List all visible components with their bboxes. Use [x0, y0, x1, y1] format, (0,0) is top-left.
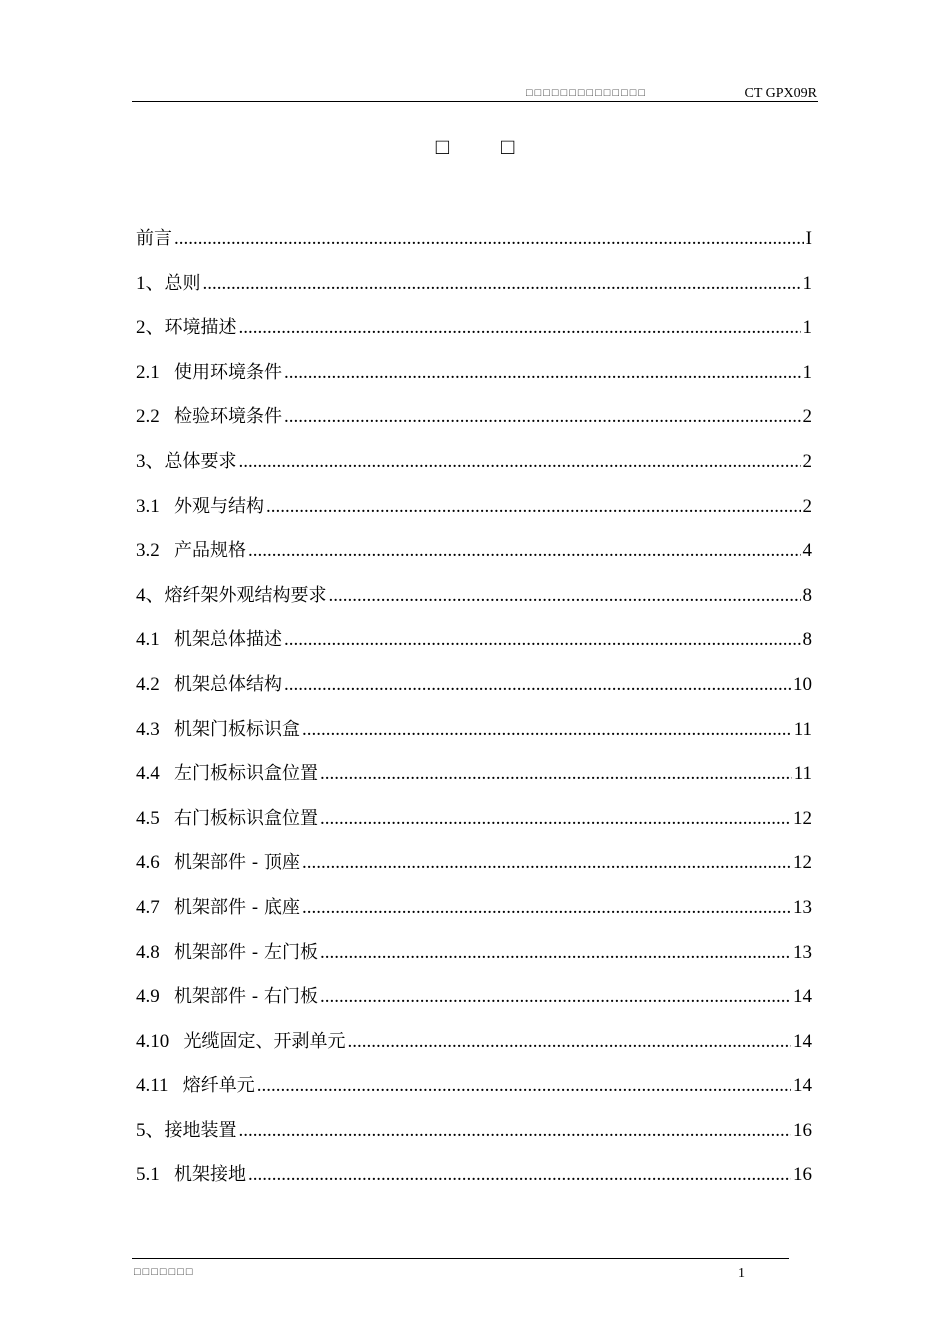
toc-entry[interactable]	[136, 447, 812, 492]
toc-entry-number: 4.3	[136, 718, 174, 740]
header-doc-code: CT GPX09R	[744, 86, 817, 101]
toc-dot-leader	[203, 269, 801, 299]
toc-entry-number: 3.1	[136, 495, 174, 517]
toc-entry-title: 机架部件 - 左门板	[174, 941, 318, 963]
toc-dot-leader	[302, 715, 792, 745]
toc-entry-number: 1、	[136, 272, 165, 294]
toc-entry-title: 熔纤架外观结构要求	[164, 584, 327, 606]
toc-entry-title: 机架部件 - 底座	[174, 896, 300, 918]
toc-entry-number: 3.2	[136, 540, 174, 562]
toc-entry-page: 2	[802, 406, 812, 428]
toc-entry-number: 4.9	[136, 986, 174, 1008]
toc-entry-number: 4.10	[136, 1030, 184, 1052]
toc-entry-number: 2、	[136, 317, 165, 339]
toc-dot-leader	[302, 848, 791, 878]
toc-dot-leader	[302, 893, 791, 923]
toc-entry-page: 16	[793, 1119, 812, 1141]
toc-dot-leader	[257, 1071, 791, 1101]
toc-entry-page: 1	[802, 361, 812, 383]
toc-title: □□	[435, 134, 567, 159]
footer-org-text: □□□□□□□	[134, 1266, 195, 1278]
toc-entry-number: 5.1	[136, 1164, 174, 1186]
toc-entry[interactable]	[136, 358, 812, 403]
toc-entry-title: 光缆固定、开剥单元	[183, 1030, 346, 1052]
toc-entry-title: 机架门板标识盒	[174, 718, 300, 740]
toc-entry-number: 4、	[136, 584, 165, 606]
toc-entry[interactable]	[136, 848, 812, 893]
toc-entry-page: 14	[793, 1075, 812, 1097]
toc-entry-page: 12	[793, 852, 812, 874]
toc-dot-leader	[239, 313, 801, 343]
header-rule	[132, 101, 818, 102]
toc-entry-page: 1	[802, 317, 812, 339]
toc-entry[interactable]	[136, 982, 812, 1027]
toc-entry[interactable]	[136, 1027, 812, 1072]
toc-entry[interactable]	[136, 492, 812, 537]
toc-entry-title: 前言	[136, 228, 172, 249]
toc-entry-number: 2.1	[136, 361, 174, 383]
header-subtitle: □□□□□□□□□□□□□□	[526, 87, 648, 99]
toc-entry-page: 11	[793, 718, 812, 740]
toc-entry[interactable]	[136, 402, 812, 447]
toc-entry-page: I	[805, 228, 812, 249]
toc-entry-page: 8	[802, 584, 812, 606]
toc-entry-page: 2	[802, 450, 812, 472]
footer-rule	[132, 1258, 789, 1259]
toc-entry-page: 13	[793, 941, 812, 963]
footer-page-number: 1	[738, 1266, 745, 1281]
toc-entry-number: 4.6	[136, 852, 174, 874]
toc-entry[interactable]	[136, 1071, 812, 1116]
toc-entry-number: 4.2	[136, 673, 174, 695]
toc-dot-leader	[320, 759, 792, 789]
toc-entry-number: 4.5	[136, 807, 174, 829]
toc-entry-page: 2	[802, 495, 812, 517]
toc-entry[interactable]	[136, 269, 812, 314]
toc-entry-title: 机架接地	[174, 1164, 246, 1186]
toc-entry[interactable]	[136, 893, 812, 938]
toc-entry-title: 外观与结构	[174, 495, 264, 517]
toc-entry[interactable]	[136, 1116, 812, 1161]
toc-entry-number: 4.4	[136, 763, 174, 785]
toc-entry-title: 总体要求	[164, 450, 237, 472]
toc-entry[interactable]	[136, 625, 812, 670]
toc-entry-title: 机架总体描述	[174, 629, 282, 651]
toc-entry-title: 接地装置	[164, 1119, 237, 1141]
toc-entry[interactable]	[136, 313, 812, 358]
toc-entry-number: 5、	[136, 1119, 165, 1141]
toc-entry-page: 10	[793, 673, 812, 695]
toc-entry-page: 1	[802, 272, 812, 294]
toc-entry-number: 3、	[136, 450, 165, 472]
toc-entry-page: 13	[793, 896, 812, 918]
toc-entry-page: 8	[802, 629, 812, 651]
toc-entry-title: 检验环境条件	[174, 406, 282, 428]
toc-entry-number: 4.8	[136, 941, 174, 963]
toc-dot-leader	[239, 447, 801, 477]
toc-dot-leader	[284, 625, 801, 655]
toc-dot-leader	[348, 1027, 792, 1057]
toc-dot-leader	[239, 1116, 791, 1146]
toc-dot-leader	[174, 224, 804, 254]
toc-entry[interactable]	[136, 1160, 812, 1205]
toc-entry[interactable]	[136, 804, 812, 849]
toc-entry-title: 机架部件 - 顶座	[174, 852, 300, 874]
toc-entry-title: 熔纤单元	[182, 1075, 255, 1097]
toc-entry[interactable]	[136, 670, 812, 715]
toc-entry-title: 总则	[164, 272, 201, 294]
toc-dot-leader	[320, 982, 791, 1012]
toc-dot-leader	[329, 581, 801, 611]
toc-entry-number: 4.11	[136, 1075, 183, 1097]
toc-entry-title: 使用环境条件	[174, 361, 282, 383]
toc-entry-number: 4.7	[136, 896, 174, 918]
toc-entry-title: 机架部件 - 右门板	[174, 986, 318, 1008]
toc-entry-number: 4.1	[136, 629, 174, 651]
toc-dot-leader	[320, 938, 791, 968]
toc-entry[interactable]	[136, 759, 812, 804]
toc-entry[interactable]	[136, 715, 812, 760]
toc-entry-number: 2.2	[136, 406, 174, 428]
toc-dot-leader	[248, 1160, 791, 1190]
toc-entry[interactable]	[136, 938, 812, 983]
toc-dot-leader	[284, 402, 801, 432]
toc-entry-title: 右门板标识盒位置	[174, 807, 318, 829]
toc-entry-title: 产品规格	[174, 540, 246, 562]
toc-entry-page: 12	[793, 807, 812, 829]
toc-entry-page: 14	[793, 986, 812, 1008]
toc-dot-leader	[266, 492, 801, 522]
toc-entry-page: 14	[793, 1030, 812, 1052]
toc-entry[interactable]	[136, 224, 812, 269]
toc-dot-leader	[284, 670, 791, 700]
toc-entry[interactable]	[136, 536, 812, 581]
toc-dot-leader	[320, 804, 791, 834]
toc-entry-title: 环境描述	[164, 317, 237, 339]
toc-dot-leader	[284, 358, 801, 388]
toc-entry-page: 16	[793, 1164, 812, 1186]
toc-entry-title: 左门板标识盒位置	[174, 763, 318, 785]
toc-entry-page: 11	[793, 763, 812, 785]
toc-entry[interactable]	[136, 581, 812, 626]
toc-list	[136, 224, 812, 1205]
toc-entry-title: 机架总体结构	[174, 673, 282, 695]
toc-dot-leader	[248, 536, 801, 566]
toc-entry-page: 4	[802, 540, 812, 562]
